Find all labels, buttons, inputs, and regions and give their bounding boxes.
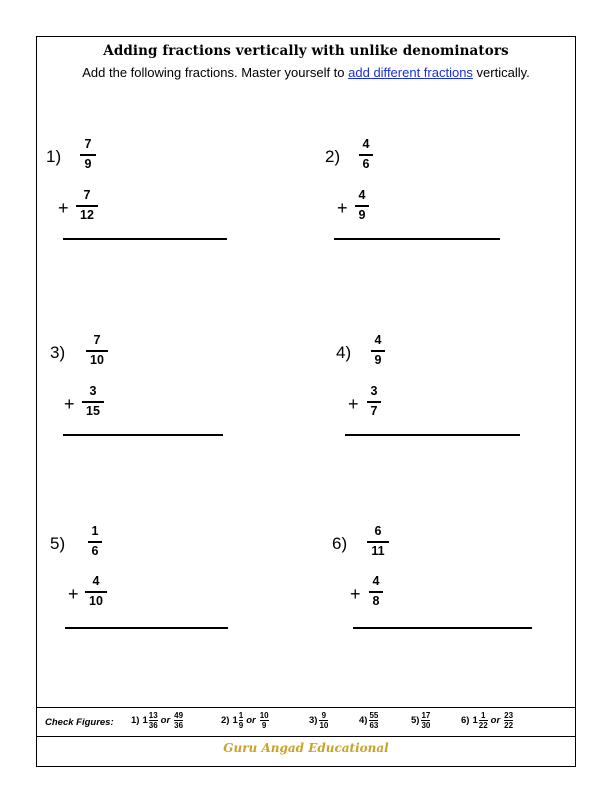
fraction-bottom — [85, 574, 107, 609]
check-figure-1 — [131, 711, 183, 730]
denominator: 15 — [86, 403, 100, 418]
denominator: 9 — [374, 352, 382, 367]
fraction-bar — [369, 591, 383, 593]
denominator: 30 — [421, 721, 431, 730]
numerator: 4 — [358, 188, 366, 202]
numerator: 49 — [174, 711, 184, 720]
denominator: 36 — [148, 721, 158, 730]
fraction-bottom — [367, 384, 381, 419]
numerator: 9 — [321, 711, 327, 720]
check-number: 5) — [411, 715, 420, 726]
fraction-bar — [86, 350, 108, 352]
fraction-bar — [85, 591, 107, 593]
denominator: 12 — [80, 207, 94, 222]
denominator: 9 — [84, 156, 92, 171]
denominator: 63 — [369, 721, 379, 730]
numerator: 1 — [480, 711, 486, 720]
fraction-bar — [80, 154, 96, 156]
problem-number: 5) — [50, 534, 66, 553]
numerator: 1 — [238, 711, 244, 720]
check-number: 6) — [461, 715, 470, 726]
mixed-fraction — [149, 711, 158, 730]
fraction-bottom — [82, 384, 104, 419]
numerator: 23 — [504, 711, 514, 720]
problem-number: 3) — [50, 343, 66, 362]
denominator: 9 — [238, 721, 244, 730]
fraction-bar — [367, 401, 381, 403]
denominator: 36 — [174, 721, 184, 730]
plus-sign: + — [337, 198, 348, 218]
fraction-bar — [371, 350, 385, 352]
denominator: 22 — [478, 721, 488, 730]
fraction-bar — [82, 401, 104, 403]
denominator: 6 — [91, 543, 99, 558]
problem-number: 6) — [332, 534, 348, 553]
numerator: 6 — [374, 524, 382, 538]
worksheet-title: Adding fractions vertically with unlike denominators — [103, 43, 509, 59]
instructions-text: Add the following fractions. Master yourself to — [82, 65, 349, 80]
numerator: 10 — [259, 711, 269, 720]
mixed-fraction — [239, 711, 243, 730]
fraction — [421, 711, 430, 730]
improper-fraction — [260, 711, 269, 730]
plus-sign: + — [348, 394, 359, 414]
check-number: 1) — [131, 715, 140, 726]
denominator: 22 — [504, 721, 514, 730]
fraction-top — [367, 524, 389, 559]
add-different-fractions-link[interactable]: add different fractions — [348, 65, 473, 80]
check-number: 4) — [359, 715, 368, 726]
plus-sign: + — [64, 394, 75, 414]
problem-number: 4) — [336, 343, 352, 362]
improper-fraction — [174, 711, 183, 730]
plus-sign: + — [68, 584, 79, 604]
numerator: 4 — [92, 574, 100, 588]
denominator: 11 — [371, 543, 385, 558]
instructions-text-end: vertically. — [472, 65, 530, 80]
numerator: 3 — [370, 384, 378, 398]
numerator: 3 — [89, 384, 97, 398]
fraction-bar — [367, 541, 389, 543]
mixed-fraction — [479, 711, 488, 730]
fraction-bottom — [369, 574, 383, 609]
answer-line[interactable] — [345, 434, 520, 436]
fraction-bar — [359, 154, 373, 156]
numerator: 7 — [83, 188, 91, 202]
fraction-bar — [76, 205, 98, 207]
whole-number: 1 — [142, 715, 148, 726]
fraction-bar — [88, 541, 102, 543]
denominator: 10 — [90, 352, 104, 367]
or-text: or — [246, 715, 256, 726]
fraction-bar — [355, 205, 369, 207]
or-text: or — [160, 715, 171, 726]
denominator: 10 — [89, 593, 103, 608]
check-figure-5 — [411, 711, 430, 730]
problem-number: 1) — [46, 147, 62, 166]
answer-line[interactable] — [334, 238, 500, 240]
numerator: 7 — [93, 333, 101, 347]
whole-number: 1 — [472, 715, 478, 726]
numerator: 4 — [362, 137, 370, 151]
whole-number: 1 — [232, 715, 238, 726]
answer-line[interactable] — [65, 627, 228, 629]
denominator: 9 — [261, 721, 267, 730]
check-number: 2) — [221, 715, 230, 726]
check-figures — [37, 707, 575, 737]
numerator: 4 — [372, 574, 380, 588]
plus-sign: + — [58, 198, 69, 218]
denominator: 9 — [358, 207, 366, 222]
check-figure-3 — [309, 711, 328, 730]
or-text: or — [490, 715, 501, 726]
check-figure-2 — [221, 711, 269, 730]
fraction-bottom — [76, 188, 98, 223]
answer-line[interactable] — [63, 238, 227, 240]
fraction-top — [371, 333, 385, 368]
worksheet — [36, 36, 576, 767]
publisher-footer: Guru Angad Educational — [223, 741, 389, 755]
denominator: 10 — [319, 721, 329, 730]
fraction-top — [86, 333, 108, 368]
fraction-top — [80, 137, 96, 172]
check-figure-6 — [461, 711, 513, 730]
numerator: 4 — [374, 333, 382, 347]
answer-line[interactable] — [63, 434, 223, 436]
fraction — [319, 711, 328, 730]
denominator: 7 — [370, 403, 378, 418]
fraction-top — [88, 524, 102, 559]
numerator: 7 — [84, 137, 92, 151]
numerator: 17 — [421, 711, 431, 720]
plus-sign: + — [350, 584, 361, 604]
numerator: 1 — [91, 524, 99, 538]
denominator: 8 — [372, 593, 380, 608]
denominator: 6 — [362, 156, 370, 171]
fraction-top — [359, 137, 373, 172]
improper-fraction — [504, 711, 513, 730]
check-figure-4 — [359, 711, 378, 730]
fraction-bottom — [355, 188, 369, 223]
check-number: 3) — [309, 715, 318, 726]
numerator: 55 — [369, 711, 379, 720]
check-figures-label: Check Figures: — [45, 717, 114, 728]
fraction — [369, 711, 378, 730]
instructions — [37, 65, 575, 80]
answer-line[interactable] — [353, 627, 532, 629]
numerator: 13 — [148, 711, 158, 720]
problem-number: 2) — [325, 147, 341, 166]
